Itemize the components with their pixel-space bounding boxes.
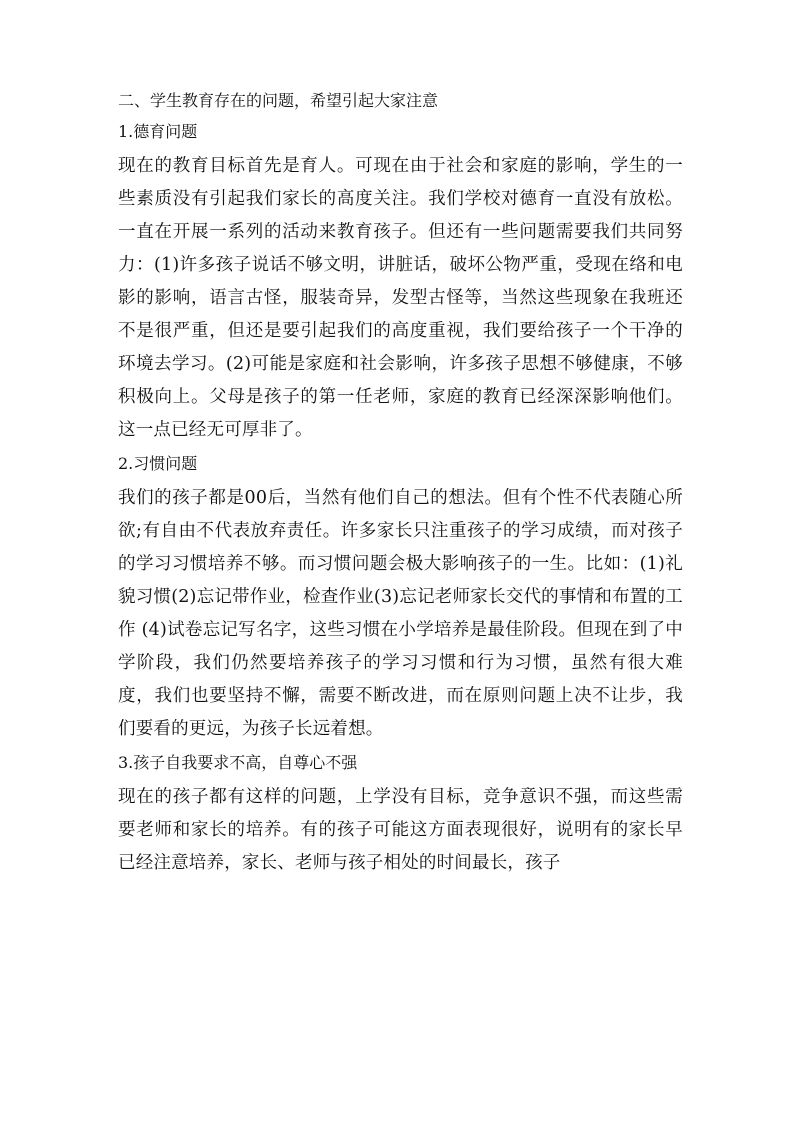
paragraph-habits: 我们的孩子都是00后，当然有他们自己的想法。但有个性不代表随心所欲;有自由不代表放弃责任。许多家长只注重孩子的学习成绩，而对孩子的学习习惯培养不够。而习惯问题会极大影响孩子的一生。比如：(1)礼貌习惯(2)忘记带作业，检查作业(3)忘记老师家长交代的事情和布置的工作 (4)试卷忘记写名字，这些习惯在小学培养是最佳阶段。但现在到了中学阶段，我们仍然要培养孩子的学习习惯和行为习惯，虽然有很大难度，我们也要坚持不懈，需要不断改进，而在原则问题上决不让步，我们要看的更远，为孩子长远着想。 <box>118 488 683 739</box>
paragraph-self-esteem: 现在的孩子都有这样的问题，上学没有目标，竞争意识不强，而这些需要老师和家长的培养。有的孩子可能这方面表现很好，说明有的家长早已经注意培养，家长、老师与孩子相处的时间最长，孩子 <box>118 787 683 873</box>
subsection-heading-moral-education: 1.德育问题 <box>118 122 198 141</box>
subsection-heading-self-esteem: 3.孩子自我要求不高，自尊心不强 <box>118 753 358 772</box>
document-page <box>118 88 683 880</box>
section-title: 二、学生教育存在的问题，希望引起大家注意 <box>118 91 439 110</box>
paragraph-moral-education: 现在的教育目标首先是育人。可现在由于社会和家庭的影响，学生的一些素质没有引起我们家长的高度关注。我们学校对德育一直没有放松。一直在开展一系列的活动来教育孩子。但还有一些问题需要我们共同努力：(1)许多孩子说话不够文明，讲脏话，破坏公物严重，受现在络和电影的影响，语言古怪，服装奇异，发型古怪等，当然这些现象在我班还不是很严重，但还是要引起我们的高度重视，我们要给孩子一个干净的环境去学习。(2)可能是家庭和社会影响，许多孩子思想不够健康，不够积极向上。父母是孩子的第一任老师，家庭的教育已经深深影响他们。这一点已经无可厚非了。 <box>118 156 683 440</box>
subsection-heading-habits: 2.习惯问题 <box>118 454 198 473</box>
